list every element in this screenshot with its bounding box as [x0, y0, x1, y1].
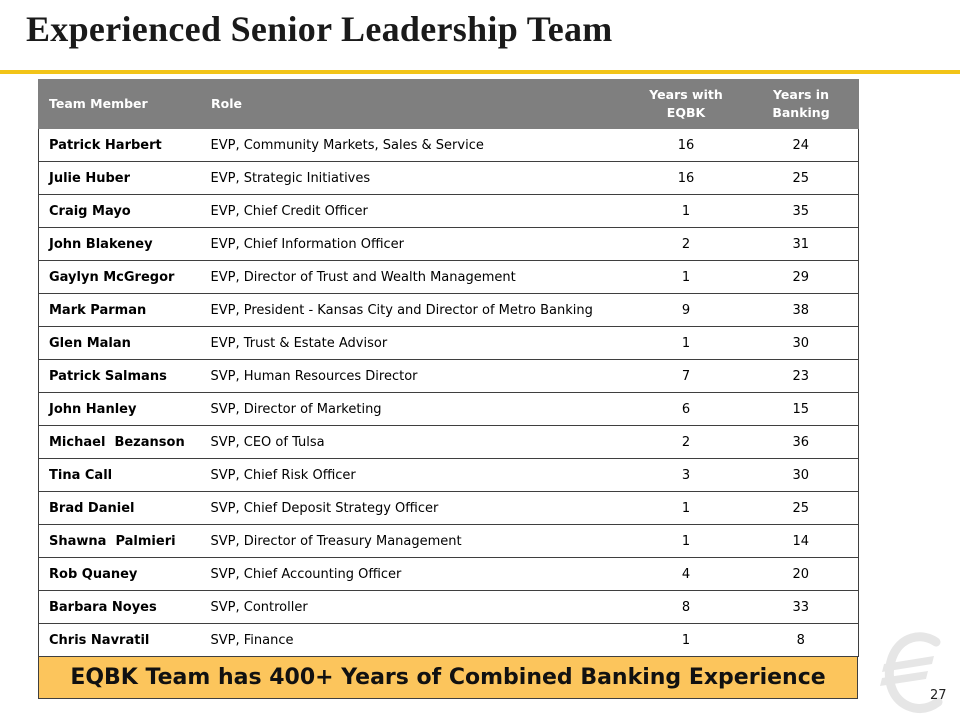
member-name: Michael Bezanson [39, 426, 201, 459]
member-name: Patrick Harbert [39, 129, 201, 162]
member-name: Julie Huber [39, 162, 201, 195]
table-row [39, 360, 859, 393]
member-role: SVP, Finance [201, 624, 629, 657]
member-name: Patrick Salmans [39, 360, 201, 393]
member-role: EVP, Strategic Initiatives [201, 162, 629, 195]
years-in-banking: 35 [744, 195, 859, 228]
member-name: Glen Malan [39, 327, 201, 360]
table-header-row [39, 80, 859, 129]
years-in-banking: 30 [744, 459, 859, 492]
years-with-eqbk: 1 [629, 195, 744, 228]
years-with-eqbk: 8 [629, 591, 744, 624]
table-row [39, 591, 859, 624]
years-with-eqbk: 16 [629, 129, 744, 162]
member-name: Shawna Palmieri [39, 525, 201, 558]
header-role: Role [201, 80, 629, 129]
member-role: SVP, Controller [201, 591, 629, 624]
years-in-banking: 23 [744, 360, 859, 393]
years-with-eqbk: 1 [629, 261, 744, 294]
table-row [39, 624, 859, 657]
member-name: John Hanley [39, 393, 201, 426]
table-row [39, 195, 859, 228]
years-with-eqbk: 1 [629, 327, 744, 360]
member-role: EVP, Director of Trust and Wealth Management [201, 261, 629, 294]
years-in-banking: 29 [744, 261, 859, 294]
member-role: SVP, Director of Treasury Management [201, 525, 629, 558]
member-name: Rob Quaney [39, 558, 201, 591]
member-name: Mark Parman [39, 294, 201, 327]
table-row [39, 294, 859, 327]
years-with-eqbk: 6 [629, 393, 744, 426]
header-years-with-eqbk-line2: EQBK [666, 105, 706, 120]
member-role: SVP, Chief Deposit Strategy Officer [201, 492, 629, 525]
member-role: EVP, Community Markets, Sales & Service [201, 129, 629, 162]
member-role: EVP, Chief Credit Officer [201, 195, 629, 228]
years-in-banking: 38 [744, 294, 859, 327]
member-name: Chris Navratil [39, 624, 201, 657]
member-role: SVP, Chief Accounting Officer [201, 558, 629, 591]
years-with-eqbk: 2 [629, 426, 744, 459]
years-in-banking: 20 [744, 558, 859, 591]
table-row [39, 393, 859, 426]
table-row [39, 426, 859, 459]
years-with-eqbk: 1 [629, 525, 744, 558]
years-in-banking: 33 [744, 591, 859, 624]
member-name: Craig Mayo [39, 195, 201, 228]
member-role: SVP, Human Resources Director [201, 360, 629, 393]
table-row [39, 492, 859, 525]
years-in-banking: 30 [744, 327, 859, 360]
years-in-banking: 25 [744, 162, 859, 195]
table-row [39, 525, 859, 558]
member-name: John Blakeney [39, 228, 201, 261]
years-in-banking: 25 [744, 492, 859, 525]
years-with-eqbk: 1 [629, 624, 744, 657]
years-in-banking: 14 [744, 525, 859, 558]
table-row [39, 327, 859, 360]
years-with-eqbk: 3 [629, 459, 744, 492]
header-years-in-banking [744, 80, 859, 129]
combined-experience-banner: EQBK Team has 400+ Years of Combined Banking Experience [38, 657, 858, 699]
years-with-eqbk: 9 [629, 294, 744, 327]
member-name: Brad Daniel [39, 492, 201, 525]
member-role: SVP, Director of Marketing [201, 393, 629, 426]
years-with-eqbk: 16 [629, 162, 744, 195]
years-with-eqbk: 1 [629, 492, 744, 525]
years-in-banking: 15 [744, 393, 859, 426]
leadership-table [38, 79, 859, 657]
member-name: Tina Call [39, 459, 201, 492]
years-in-banking: 24 [744, 129, 859, 162]
member-name: Barbara Noyes [39, 591, 201, 624]
member-name: Gaylyn McGregor [39, 261, 201, 294]
header-years-in-banking-line2: Banking [772, 105, 830, 120]
header-years-with-eqbk [629, 80, 744, 129]
header-years-in-banking-line1: Years in [773, 87, 829, 102]
page-number: 27 [930, 688, 947, 703]
header-years-with-eqbk-line1: Years with [649, 87, 723, 102]
table-row [39, 129, 859, 162]
table-row [39, 261, 859, 294]
page-title: Experienced Senior Leadership Team [26, 9, 613, 49]
table-row [39, 162, 859, 195]
years-with-eqbk: 2 [629, 228, 744, 261]
leadership-table-container [38, 79, 858, 699]
years-in-banking: 36 [744, 426, 859, 459]
years-with-eqbk: 7 [629, 360, 744, 393]
member-role: SVP, CEO of Tulsa [201, 426, 629, 459]
table-row [39, 558, 859, 591]
member-role: SVP, Chief Risk Officer [201, 459, 629, 492]
years-in-banking: 31 [744, 228, 859, 261]
years-in-banking: 8 [744, 624, 859, 657]
table-row [39, 228, 859, 261]
member-role: EVP, Trust & Estate Advisor [201, 327, 629, 360]
member-role: EVP, Chief Information Officer [201, 228, 629, 261]
table-row [39, 459, 859, 492]
header-team-member: Team Member [39, 80, 201, 129]
years-with-eqbk: 4 [629, 558, 744, 591]
title-divider [0, 70, 960, 74]
member-role: EVP, President - Kansas City and Director of Metro Banking [201, 294, 629, 327]
